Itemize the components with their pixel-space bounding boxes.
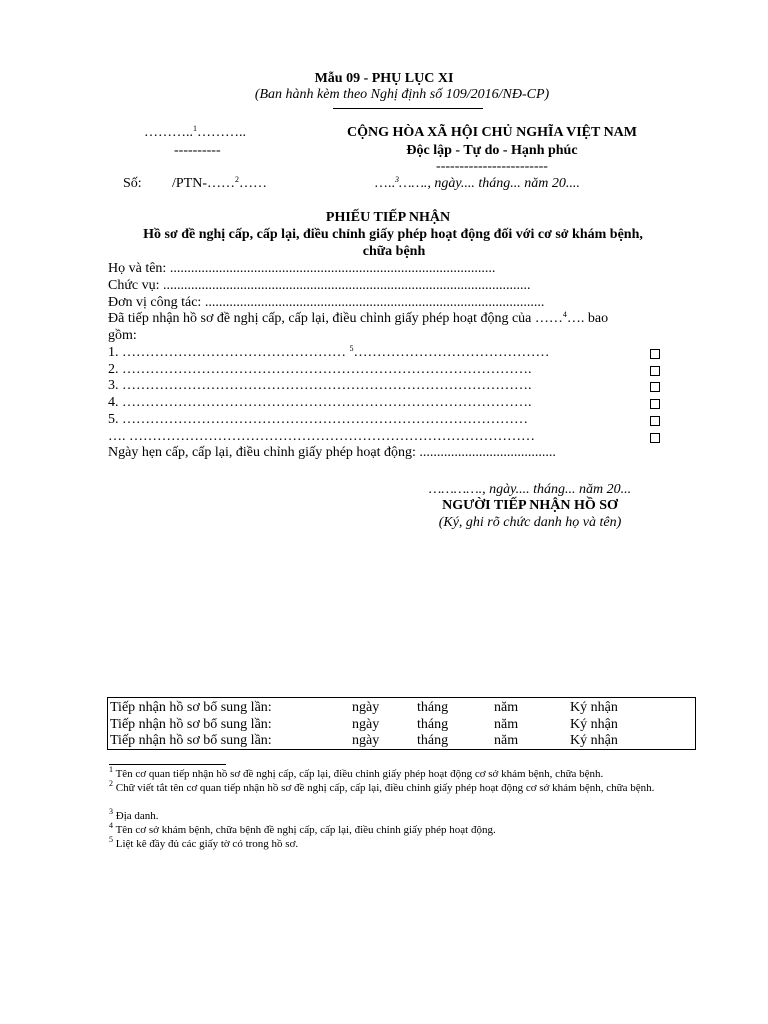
- document-title: PHIẾU TIẾP NHẬN: [325, 210, 451, 225]
- supplement-sign: Ký nhận: [570, 733, 618, 748]
- item-5-checkbox[interactable]: [650, 416, 660, 426]
- supplement-label: Tiếp nhận hồ sơ bổ sung lần:: [110, 717, 272, 732]
- document-number-code: /PTN-……$^2$……: [172, 175, 267, 191]
- work-unit-field: Đơn vị công tác: .................................................................................................: [108, 295, 545, 310]
- supplement-day: ngày: [352, 733, 380, 748]
- received-statement-continued: gồm:: [108, 328, 137, 343]
- document-number-label: Số:: [123, 176, 142, 191]
- item-more-checkbox[interactable]: [650, 433, 660, 443]
- supplement-month: tháng: [417, 700, 449, 715]
- motto-separator: ------------------------: [436, 159, 548, 174]
- footnote-ref-1: 1: [193, 124, 197, 133]
- footnote-ref-4: 4: [562, 310, 567, 319]
- document-item-2: 2. …………………………………………………………………………….: [108, 362, 532, 377]
- footnote-ref-3: 3: [395, 175, 399, 184]
- footnote-4: $^4$ Tên cơ sở khám bệnh, chữa bệnh đề nghị cấp, cấp lại, điều chỉnh giấy phép hoạt động.: [109, 821, 496, 836]
- supplement-year: năm: [494, 700, 519, 715]
- document-subtitle-line2: chữa bệnh: [362, 244, 426, 259]
- footnote-1: $^1$ Tên cơ quan tiếp nhận hồ sơ đề nghị cấp, cấp lại, điều chỉnh giấy phép hoạt động cơ sở khám bệnh, chữa bệnh.: [109, 765, 604, 780]
- supplement-day: ngày: [352, 700, 380, 715]
- supplement-day: ngày: [352, 717, 380, 732]
- item-1-checkbox[interactable]: [650, 349, 660, 359]
- document-item-4: 4. …………………………………………………………………………….: [108, 395, 532, 410]
- item-3-checkbox[interactable]: [650, 382, 660, 392]
- received-statement: Đã tiếp nhận hồ sơ đề nghị cấp, cấp lại, điều chỉnh giấy phép hoạt động của ……$^4$…. bao: [108, 310, 609, 326]
- document-item-more: …. ……………………………………………………………………………: [108, 429, 535, 444]
- receiver-signature-note: (Ký, ghi rõ chức danh họ và tên): [438, 515, 622, 530]
- footnote-separator: [109, 764, 226, 765]
- decree-reference: (Ban hành kèm theo Nghị định số 109/2016/NĐ-CP): [254, 87, 550, 102]
- item-2-checkbox[interactable]: [650, 366, 660, 376]
- name-field: Họ và tên: .............................................................................................: [108, 261, 496, 276]
- supplement-year: năm: [494, 733, 519, 748]
- document-subtitle-line1: Hồ sơ đề nghị cấp, cấp lại, điều chỉnh giấy phép hoạt động đối với cơ sở khám bệnh,: [143, 227, 643, 242]
- appointment-date-field: Ngày hẹn cấp, cấp lại, điều chỉnh giấy phép hoạt động: .......................................: [108, 445, 556, 460]
- supplement-label: Tiếp nhận hồ sơ bổ sung lần:: [110, 700, 272, 715]
- supplement-label: Tiếp nhận hồ sơ bổ sung lần:: [110, 733, 272, 748]
- supplement-month: tháng: [417, 717, 449, 732]
- nation-name: CỘNG HÒA XÃ HỘI CHỦ NGHĨA VIỆT NAM: [346, 125, 637, 140]
- footnote-3: $^3$ Địa danh.: [109, 807, 159, 822]
- supplement-month: tháng: [417, 733, 449, 748]
- position-field: Chức vụ: .........................................................................................................: [108, 278, 531, 293]
- place-and-date: …..$^3$……., ngày.... tháng... năm 20....: [374, 175, 580, 191]
- signature-date: …………., ngày.... tháng... năm 20...: [428, 482, 632, 497]
- footnote-ref-5: 5: [349, 344, 354, 353]
- national-motto: Độc lập - Tự do - Hạnh phúc: [406, 143, 578, 158]
- document-item-3: 3. …………………………………………………………………………….: [108, 378, 532, 393]
- receiver-title: NGƯỜI TIẾP NHẬN HỒ SƠ: [442, 498, 618, 513]
- supplement-receipt-box: [107, 697, 696, 750]
- agency-separator: ----------: [174, 143, 221, 158]
- footnote-5: $^5$ Liệt kê đầy đủ các giấy tờ có trong hồ sơ.: [109, 835, 299, 850]
- supplement-year: năm: [494, 717, 519, 732]
- document-item-5: 5. ……………………………………………………………………………: [108, 412, 528, 427]
- item-4-checkbox[interactable]: [650, 399, 660, 409]
- footnote-ref-2: 2: [235, 175, 239, 184]
- form-title: Mẫu 09 - PHỤ LỤC XI: [314, 71, 454, 86]
- title-underline: [333, 108, 483, 109]
- supplement-sign: Ký nhận: [570, 700, 618, 715]
- document-item-1: 1. ………………………………………… $^5$……………………………………: [108, 344, 550, 360]
- footnote-2: $^2$ Chữ viết tắt tên cơ quan tiếp nhận hồ sơ đề nghị cấp, cấp lại, điều chỉnh giấy phép hoạt động cơ sở khám bệnh, chữa bệnh.: [109, 779, 655, 794]
- agency-name-placeholder: ………..$^1$………..: [144, 124, 246, 140]
- supplement-sign: Ký nhận: [570, 717, 618, 732]
